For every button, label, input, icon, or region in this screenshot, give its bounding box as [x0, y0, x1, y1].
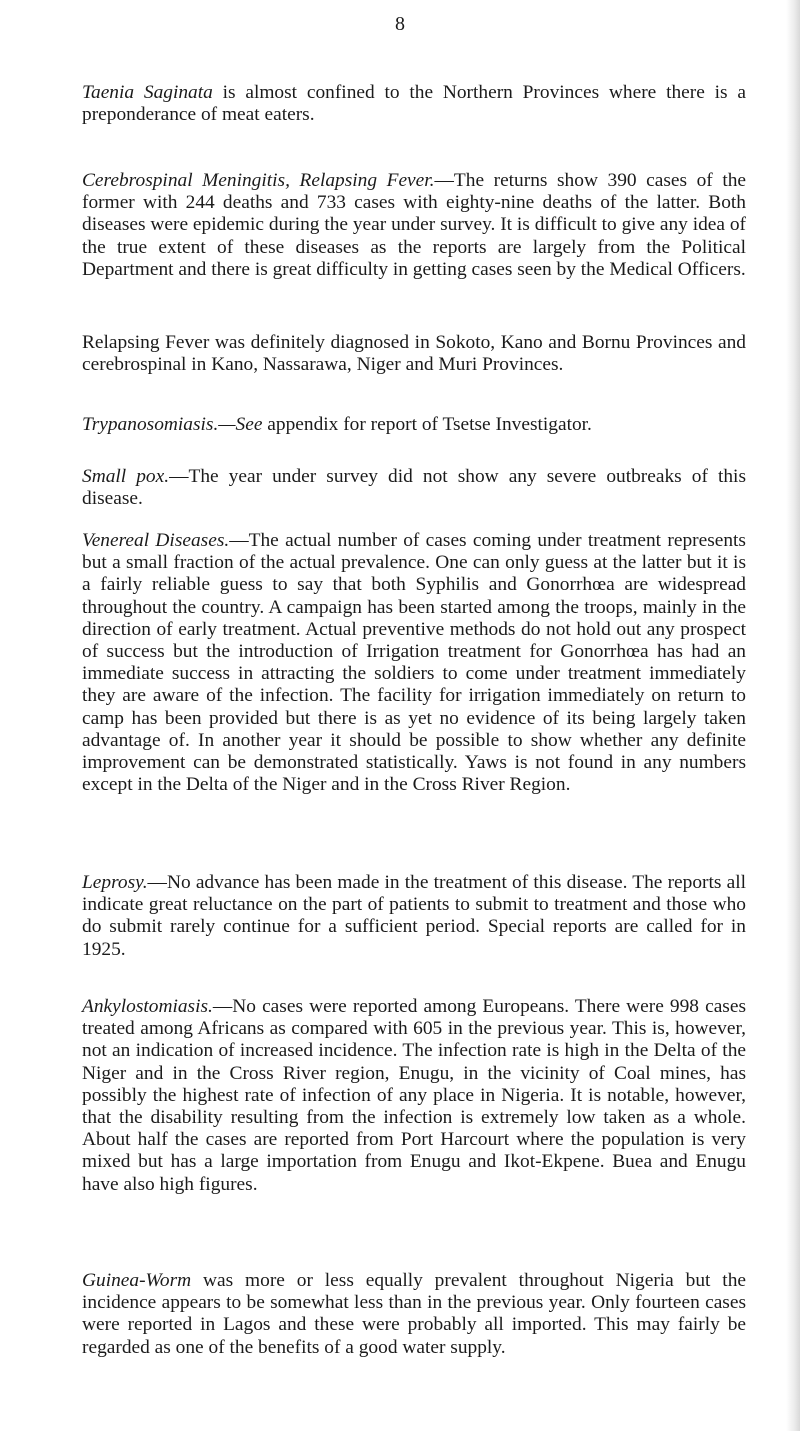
paragraph-trypanosomiasis	[82, 414, 746, 436]
paragraph-guinea-worm	[82, 1270, 746, 1359]
paragraph-text: Relapsing Fever was definitely diagnosed in Sokoto, Kano and Bornu Provinces and cerebrospinal in Kano, Nassarawa, Niger and Muri Provinces.	[82, 332, 746, 376]
paragraph-lead: Cerebrospinal Meningitis, Relapsing Fever.	[82, 170, 435, 191]
scan-edge-shadow	[786, 0, 800, 1431]
paragraph-lead: Venereal Diseases.	[82, 530, 230, 551]
paragraph-ankylostomiasis	[82, 996, 746, 1196]
paragraph-lead: Small pox.	[82, 466, 170, 487]
paragraph-taenia-saginata	[82, 82, 746, 126]
paragraph-small-pox	[82, 466, 746, 510]
paragraph-lead: Taenia Saginata	[82, 82, 213, 103]
paragraph-leprosy	[82, 872, 746, 961]
paragraph-cerebrospinal-meningitis	[82, 170, 746, 281]
page-number: 8	[395, 13, 405, 35]
paragraph-lead: Guinea-Worm	[82, 1270, 192, 1291]
paragraph-relapsing-fever	[82, 332, 746, 376]
paragraph-text: —No advance has been made in the treatment of this disease. The reports all indicate great reluctance on the part of patients to submit to treatment and those who do submit rarely continue for a sufficient period. Special reports are called for in 1925.	[82, 872, 746, 960]
paragraph-text: —The year under survey did not show any severe outbreaks of this disease.	[82, 466, 746, 510]
paragraph-venereal-diseases	[82, 530, 746, 796]
paragraph-lead: Leprosy.	[82, 872, 148, 893]
paragraph-lead: Trypanosomiasis.—See	[82, 414, 263, 435]
paragraph-text: appendix for report of Tsetse Investigator.	[262, 414, 592, 435]
paragraph-text: is almost confined to the Northern Provinces where there is a preponderance of meat eaters.	[82, 82, 746, 126]
paragraph-text: was more or less equally prevalent throughout Nigeria but the incidence appears to be somewhat less than in the previous year. Only fourteen cases were reported in Lagos and these were probably all imported. This may fairly be regarded as one of the benefits of a good water supply.	[82, 1270, 746, 1358]
paragraph-text: —The actual number of cases coming under treatment represents but a small fraction of the actual prevalence. One can only guess at the latter but it is a fairly reliable guess to say that both Syphilis and Gonorrhœa are widespread throughout the country. A campaign has been started among the troops, mainly in the direction of early treatment. Actual preventive methods do not hold out any prospect of success but the introduction of Irrigation treatment for Gonorrhœa has had an immediate success in attracting the soldiers to come under treatment immediately they are aware of the infection. The facility for irrigation immediately on return to camp has been provided but there is as yet no evidence of its being largely taken advantage of. In another year it should be possible to show whether any definite improvement can be demonstrated statistically. Yaws is not found in any numbers except in the Delta of the Niger and in the Cross River Region.	[82, 530, 746, 796]
paragraph-text: —No cases were reported among Europeans. There were 998 cases treated among Africans as compared with 605 in the previous year. This is, however, not an indication of increased incidence. The infection rate is high in the Delta of the Niger and in the Cross River region, Enugu, in the vicinity of Coal mines, has possibly the highest rate of infection of any place in Nigeria. It is notable, however, that the disability resulting from the infection is extremely low taken as a whole. About half the cases are reported from Port Harcourt where the population is very mixed but has a large importation from Enugu and Ikot-Ekpene. Buea and Enugu have also high figures.	[82, 996, 746, 1195]
paragraph-lead: Ankylostomiasis.	[82, 996, 213, 1017]
paragraph-text: —The returns show 390 cases of the former with 244 deaths and 733 cases with eighty-nine deaths of the latter. Both diseases were epidemic during the year under survey. It is difficult to give any idea of the true extent of these diseases as the reports are largely from the Political Department and there is great difficulty in getting cases seen by the Medical Officers.	[82, 170, 747, 280]
